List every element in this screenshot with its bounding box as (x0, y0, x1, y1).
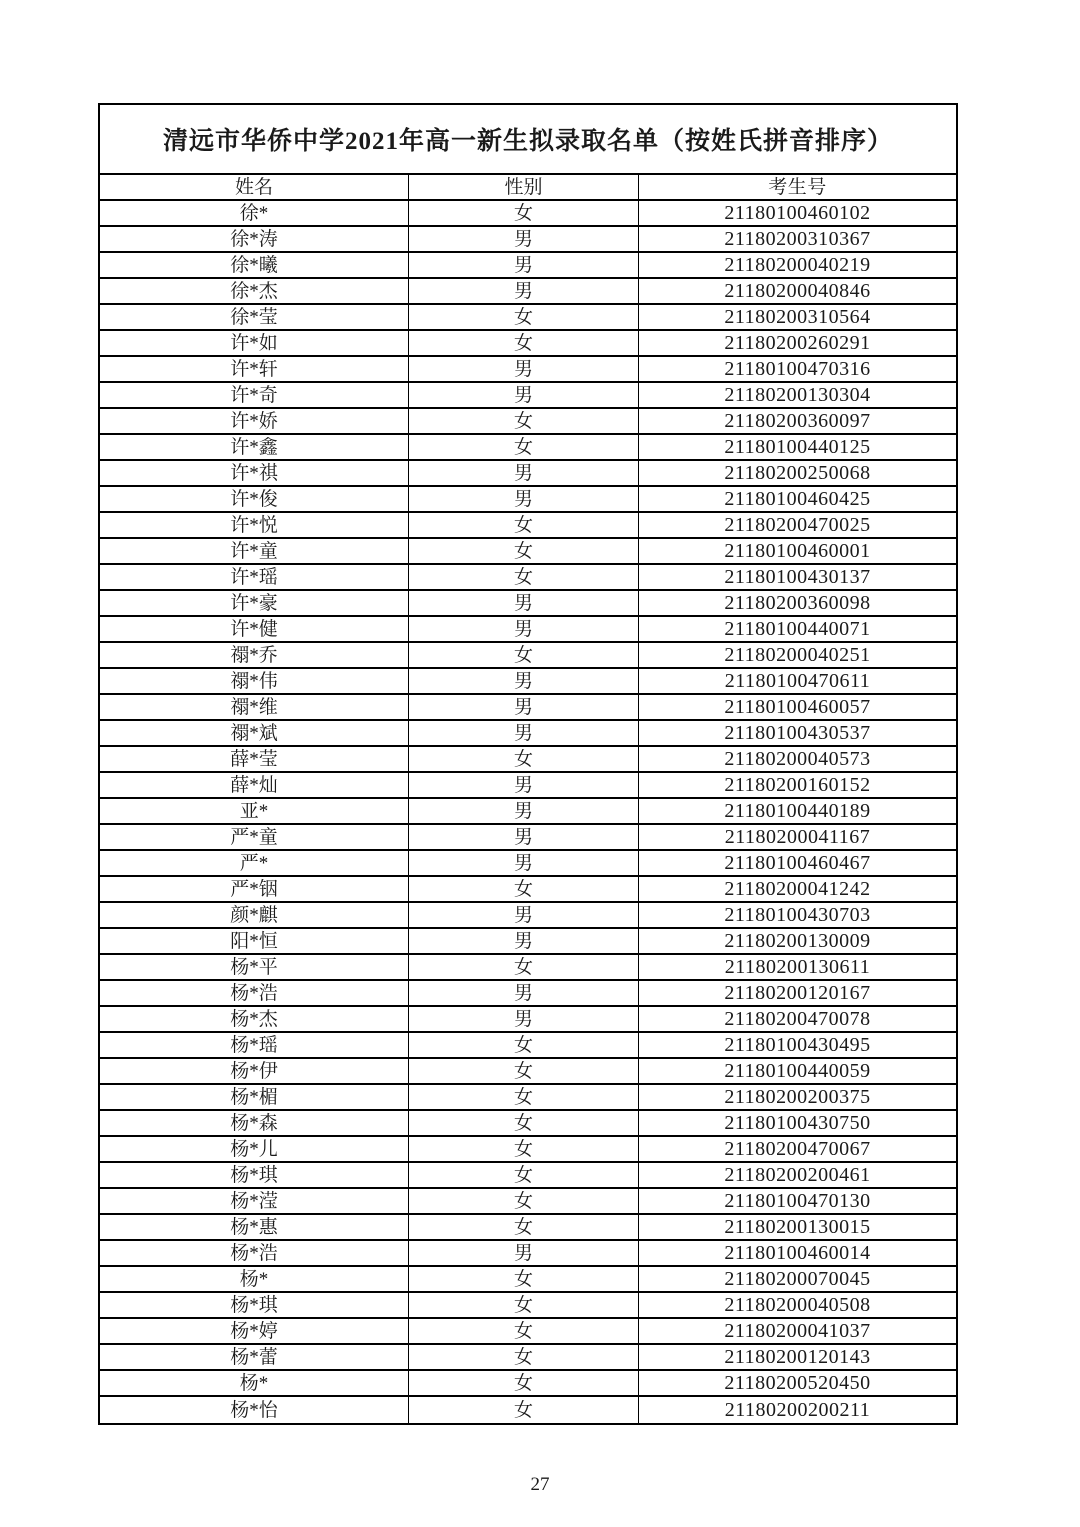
student-name: 许*轩 (100, 357, 409, 381)
table-row (100, 851, 956, 877)
candidate-number: 21180200470067 (724, 1138, 871, 1160)
student-gender: 男 (409, 981, 639, 1005)
candidate-number: 21180100430703 (724, 904, 871, 926)
candidate-number: 21180100460014 (724, 1242, 871, 1264)
student-gender: 男 (409, 773, 639, 797)
candidate-number: 21180100440071 (724, 618, 871, 640)
table-title-row (100, 105, 956, 175)
candidate-number: 21180100430537 (724, 722, 871, 744)
student-name: 薛*灿 (100, 773, 409, 797)
student-gender: 男 (409, 227, 639, 251)
student-gender: 男 (409, 253, 639, 277)
candidate-number: 21180200160152 (724, 774, 871, 796)
table-row (100, 331, 956, 357)
student-gender: 女 (409, 1111, 639, 1135)
candidate-number: 21180200040508 (724, 1294, 871, 1316)
table-row (100, 1241, 956, 1267)
table-row (100, 383, 956, 409)
candidate-number: 21180200040219 (724, 254, 871, 276)
table-row (100, 279, 956, 305)
candidate-number: 21180200041167 (724, 826, 871, 848)
candidate-number: 21180200260291 (724, 332, 871, 354)
table-row (100, 799, 956, 825)
table-row (100, 1215, 956, 1241)
student-gender: 男 (409, 461, 639, 485)
candidate-number: 21180100470316 (724, 358, 871, 380)
candidate-number: 21180200200375 (724, 1086, 871, 1108)
table-header-row (100, 175, 956, 201)
student-gender: 女 (409, 435, 639, 459)
table-row (100, 461, 956, 487)
table-row (100, 1137, 956, 1163)
student-gender: 男 (409, 799, 639, 823)
table-row (100, 1189, 956, 1215)
table-row (100, 1033, 956, 1059)
table-row (100, 1059, 956, 1085)
table-row (100, 487, 956, 513)
header-gender: 性别 (409, 175, 639, 199)
student-name: 徐*涛 (100, 227, 409, 251)
student-name: 阳*恒 (100, 929, 409, 953)
candidate-number: 21180200250068 (724, 462, 871, 484)
student-name: 杨*森 (100, 1111, 409, 1135)
student-name: 杨* (100, 1267, 409, 1291)
candidate-number: 21180200041037 (724, 1320, 871, 1342)
table-row (100, 929, 956, 955)
table-row (100, 253, 956, 279)
table-body (100, 201, 956, 1423)
candidate-number: 21180100460425 (724, 488, 871, 510)
table-row (100, 435, 956, 461)
table-row (100, 1085, 956, 1111)
student-gender: 女 (409, 1085, 639, 1109)
student-gender: 男 (409, 487, 639, 511)
table-row (100, 643, 956, 669)
candidate-number: 21180200130304 (724, 384, 871, 406)
table-row (100, 591, 956, 617)
table-row (100, 1397, 956, 1423)
candidate-number: 21180200120167 (724, 982, 871, 1004)
student-name: 杨*瑶 (100, 1033, 409, 1057)
candidate-number: 21180100460057 (724, 696, 871, 718)
student-gender: 女 (409, 1293, 639, 1317)
table-row (100, 357, 956, 383)
student-gender: 女 (409, 1397, 639, 1423)
table-row (100, 1293, 956, 1319)
student-name: 许*健 (100, 617, 409, 641)
student-gender: 女 (409, 565, 639, 589)
table-row (100, 513, 956, 539)
candidate-number: 21180200310564 (724, 306, 871, 328)
student-gender: 男 (409, 903, 639, 927)
student-name: 许*奇 (100, 383, 409, 407)
candidate-number: 21180200040251 (724, 644, 871, 666)
student-name: 杨*惠 (100, 1215, 409, 1239)
student-gender: 女 (409, 1345, 639, 1369)
student-gender: 女 (409, 513, 639, 537)
student-name: 徐*杰 (100, 279, 409, 303)
candidate-number: 21180200520450 (724, 1372, 871, 1394)
student-name: 杨*杰 (100, 1007, 409, 1031)
student-name: 许*鑫 (100, 435, 409, 459)
student-gender: 女 (409, 1137, 639, 1161)
table-row (100, 539, 956, 565)
student-name: 许*俊 (100, 487, 409, 511)
student-name: 许*童 (100, 539, 409, 563)
candidate-number: 21180200130009 (724, 930, 871, 952)
candidate-number: 21180200070045 (724, 1268, 871, 1290)
student-name: 杨*怡 (100, 1397, 409, 1423)
candidate-number: 21180100440189 (724, 800, 871, 822)
student-gender: 男 (409, 669, 639, 693)
student-gender: 女 (409, 331, 639, 355)
candidate-number: 21180100460001 (724, 540, 871, 562)
candidate-number: 21180100470130 (724, 1190, 871, 1212)
student-gender: 女 (409, 643, 639, 667)
student-name: 许*如 (100, 331, 409, 355)
table-row (100, 1111, 956, 1137)
student-gender: 女 (409, 877, 639, 901)
student-gender: 女 (409, 1189, 639, 1213)
candidate-number: 21180200200211 (724, 1399, 871, 1421)
student-gender: 女 (409, 955, 639, 979)
student-name: 许*祺 (100, 461, 409, 485)
student-name: 杨*儿 (100, 1137, 409, 1161)
student-name: 杨*滢 (100, 1189, 409, 1213)
student-gender: 男 (409, 825, 639, 849)
student-name: 严* (100, 851, 409, 875)
student-name: 徐*莹 (100, 305, 409, 329)
student-gender: 女 (409, 1033, 639, 1057)
student-gender: 男 (409, 617, 639, 641)
student-name: 杨* (100, 1371, 409, 1395)
student-name: 严*铟 (100, 877, 409, 901)
student-name: 杨*蕾 (100, 1345, 409, 1369)
candidate-number: 21180200470078 (724, 1008, 871, 1030)
student-gender: 男 (409, 695, 639, 719)
student-name: 徐*曦 (100, 253, 409, 277)
candidate-number: 21180100430495 (724, 1034, 871, 1056)
candidate-number: 21180200040846 (724, 280, 871, 302)
candidate-number: 21180100430137 (724, 566, 871, 588)
student-name: 杨*浩 (100, 981, 409, 1005)
student-gender: 女 (409, 539, 639, 563)
student-name: 杨*婷 (100, 1319, 409, 1343)
table-row (100, 877, 956, 903)
student-gender: 女 (409, 409, 639, 433)
student-gender: 男 (409, 1241, 639, 1265)
candidate-number: 21180100440125 (724, 436, 871, 458)
candidate-number: 21180200470025 (724, 514, 871, 536)
student-name: 薛*莹 (100, 747, 409, 771)
table-row (100, 773, 956, 799)
table-row (100, 1319, 956, 1345)
table-row (100, 1007, 956, 1033)
student-gender: 女 (409, 201, 639, 225)
student-name: 禤*乔 (100, 643, 409, 667)
table-row (100, 617, 956, 643)
admission-list-table (98, 103, 958, 1425)
student-name: 严*童 (100, 825, 409, 849)
table-row (100, 695, 956, 721)
student-name: 杨*伊 (100, 1059, 409, 1083)
student-gender: 男 (409, 383, 639, 407)
student-name: 许*瑶 (100, 565, 409, 589)
student-name: 许*娇 (100, 409, 409, 433)
table-row (100, 305, 956, 331)
candidate-number: 21180100460102 (724, 202, 871, 224)
candidate-number: 21180200130611 (724, 956, 871, 978)
student-gender: 女 (409, 1371, 639, 1395)
table-row (100, 903, 956, 929)
table-row (100, 565, 956, 591)
student-name: 许*悦 (100, 513, 409, 537)
table-title: 清远市华侨中学2021年高一新生拟录取名单（按姓氏拼音排序） (162, 128, 893, 155)
student-name: 禤*维 (100, 695, 409, 719)
header-candidate-number: 考生号 (768, 176, 827, 198)
table-row (100, 1345, 956, 1371)
table-row (100, 409, 956, 435)
table-row (100, 1371, 956, 1397)
candidate-number: 21180200360098 (724, 592, 871, 614)
table-row (100, 669, 956, 695)
student-name: 禤*斌 (100, 721, 409, 745)
table-row (100, 227, 956, 253)
table-row (100, 201, 956, 227)
student-gender: 男 (409, 1007, 639, 1031)
student-gender: 女 (409, 1267, 639, 1291)
student-gender: 女 (409, 1215, 639, 1239)
candidate-number: 21180100440059 (724, 1060, 871, 1082)
student-gender: 男 (409, 591, 639, 615)
student-gender: 男 (409, 279, 639, 303)
table-row (100, 981, 956, 1007)
student-name: 杨*楣 (100, 1085, 409, 1109)
student-gender: 女 (409, 1059, 639, 1083)
student-gender: 女 (409, 1163, 639, 1187)
student-name: 颜*麒 (100, 903, 409, 927)
candidate-number: 21180200360097 (724, 410, 871, 432)
student-gender: 男 (409, 851, 639, 875)
candidate-number: 21180200130015 (724, 1216, 871, 1238)
page-number: 27 (530, 1474, 550, 1495)
student-name: 禤*伟 (100, 669, 409, 693)
student-gender: 女 (409, 1319, 639, 1343)
candidate-number: 21180200040573 (724, 748, 871, 770)
candidate-number: 21180200041242 (724, 878, 871, 900)
table-row (100, 955, 956, 981)
student-name: 杨*琪 (100, 1163, 409, 1187)
candidate-number: 21180100430750 (724, 1112, 871, 1134)
candidate-number: 21180200200461 (724, 1164, 871, 1186)
student-name: 杨*平 (100, 955, 409, 979)
student-gender: 男 (409, 357, 639, 381)
student-gender: 男 (409, 929, 639, 953)
candidate-number: 21180100460467 (724, 852, 871, 874)
student-name: 徐* (100, 201, 409, 225)
student-name: 亚* (100, 799, 409, 823)
table-row (100, 1267, 956, 1293)
candidate-number: 21180100470611 (724, 670, 871, 692)
table-row (100, 825, 956, 851)
table-row (100, 747, 956, 773)
candidate-number: 21180200310367 (724, 228, 871, 250)
student-gender: 男 (409, 721, 639, 745)
student-name: 许*豪 (100, 591, 409, 615)
student-gender: 女 (409, 305, 639, 329)
candidate-number: 21180200120143 (724, 1346, 871, 1368)
student-gender: 女 (409, 747, 639, 771)
table-row (100, 1163, 956, 1189)
header-name: 姓名 (100, 175, 409, 199)
student-name: 杨*琪 (100, 1293, 409, 1317)
table-row (100, 721, 956, 747)
student-name: 杨*浩 (100, 1241, 409, 1265)
